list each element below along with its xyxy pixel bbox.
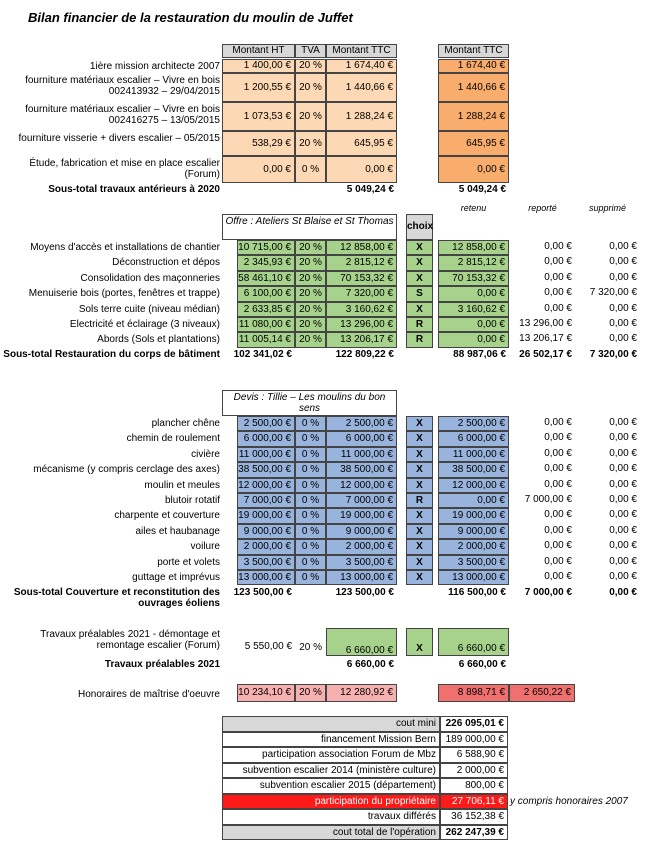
sec2-row-choix: R — [406, 332, 433, 347]
sec3-row-ht: 7 000,00 € — [237, 493, 295, 508]
sec1-row-label: fourniture matériaux escalier – Vivre en bois 002413932 – 29/04/2015 — [25, 75, 220, 97]
sec2-subtotal-label: Sous-total Restauration du corps de bâtiment — [3, 349, 220, 360]
sec2-row-label: Electricité et éclairage (3 niveaux) — [69, 319, 220, 330]
sec3-row-supprime: 0,00 € — [609, 571, 637, 582]
sec2-subtotal-retenu: 88 987,06 € — [453, 349, 506, 360]
sec3-row-choix: X — [406, 508, 433, 523]
sec3-row-supprime: 0,00 € — [609, 478, 637, 490]
sec3-subtotal-label: Sous-total Couverture et reconstitution des ouvrages éoliens — [13, 587, 220, 609]
sec3-row-tva: 0 % — [295, 447, 326, 462]
sec3-row-supprime: 0,00 € — [609, 417, 637, 428]
sec3-row-choix: X — [406, 462, 433, 477]
sec3-subtotal-ht: 123 500,00 € — [233, 587, 292, 598]
sec3-row-ttc: 2 000,00 € — [326, 539, 397, 554]
sec1-row-ht: 1 200,55 € — [222, 73, 295, 102]
page-title: Bilan financier de la restauration du moulin de Juffet — [28, 10, 353, 25]
sec3-row-ht: 2 500,00 € — [237, 416, 295, 431]
summary-row-label: cout total de l'opération — [222, 825, 440, 841]
sec4-retenu: 6 660,00 € — [438, 628, 509, 656]
sec2-row-supprime: 0,00 € — [609, 302, 637, 314]
sec2-row-choix: X — [406, 271, 433, 286]
sec5-reporte: 2 650,22 € — [509, 684, 575, 702]
sec1-row-ttc: 645,95 € — [326, 131, 397, 156]
sec2-row-ttc: 70 153,32 € — [326, 271, 397, 286]
sec3-row-supprime: 0,00 € — [609, 555, 637, 567]
sec1-row-label: fourniture matériaux escalier – Vivre en bois 002416275 – 13/05/2015 — [25, 104, 220, 126]
sec1-row-ttc-retenu: 1 440,66 € — [438, 73, 509, 102]
sec3-row-ttc: 3 500,00 € — [326, 555, 397, 570]
summary-row-label: subvention escalier 2014 (ministère culture) — [222, 763, 440, 779]
sec3-row-retenu: 6 000,00 € — [438, 431, 509, 446]
sec3-row-ht: 12 000,00 € — [237, 478, 295, 493]
summary-row-value: 6 588,90 € — [440, 747, 508, 763]
sec2-row-choix: X — [406, 240, 433, 255]
sec3-row-reporte: 7 000,00 € — [524, 494, 572, 505]
sec2-row-tva: 20 % — [295, 332, 326, 347]
sec4-ttc: 6 660,00 € — [326, 628, 397, 656]
sec3-row-retenu: 19 000,00 € — [438, 508, 509, 523]
sec1-row-label: 1ière mission architecte 2007 — [89, 61, 220, 72]
summary-note: y compris honoraires 2007 — [510, 796, 628, 807]
sec3-row-supprime: 0,00 € — [609, 540, 637, 552]
sec2-row-label: Abords (Sols et plantations) — [97, 334, 220, 346]
sec2-row-tva: 20 % — [295, 286, 326, 301]
sec3-subtotal-reporte: 7 000,00 € — [524, 587, 572, 598]
sec1-row-ht: 1 073,53 € — [222, 102, 295, 131]
sec3-row-ht: 9 000,00 € — [237, 524, 295, 539]
sec3-row-label: ailes et haubanage — [135, 525, 220, 537]
colhead-supprime: supprimé — [588, 203, 626, 213]
sec4-tva: 20 % — [299, 642, 322, 653]
sec1-row-tva: 20 % — [295, 73, 326, 102]
colhead-reporte: reporté — [528, 203, 557, 213]
sec4-choix: X — [406, 628, 433, 656]
sec2-row-reporte: 13 296,00 € — [519, 318, 572, 329]
sec3-row-tva: 0 % — [295, 570, 326, 585]
sec2-row-reporte: 0,00 € — [544, 256, 572, 268]
sec3-row-reporte: 0,00 € — [544, 478, 572, 490]
sec2-row-ht: 2 633,85 € — [237, 302, 295, 317]
sec5-label: Honoraires de maîtrise d'oeuvre — [78, 689, 220, 700]
summary-row-value: 189 000,00 € — [440, 732, 508, 748]
sec3-row-label: guttage et imprévus — [132, 572, 220, 583]
sec2-row-ttc: 12 858,00 € — [326, 240, 397, 255]
sec3-row-retenu: 9 000,00 € — [438, 524, 509, 539]
sec2-subtotal-supprime: 7 320,00 € — [589, 349, 637, 360]
sec3-row-tva: 0 % — [295, 431, 326, 446]
sec2-row-reporte: 13 206,17 € — [519, 333, 572, 345]
sec1-row-label: fourniture visserie + divers escalier – 05/2015 — [18, 133, 220, 144]
sec1-row-ttc-retenu: 1 288,24 € — [438, 102, 509, 131]
sec3-row-retenu: 11 000,00 € — [438, 447, 509, 462]
sec3-row-choix: X — [406, 431, 433, 446]
sec3-row-reporte: 0,00 € — [544, 463, 572, 475]
sec3-row-choix: R — [406, 493, 433, 508]
sec1-row-ttc-retenu: 1 674,40 € — [438, 59, 509, 73]
sec1-subtotal-ttc: 5 049,24 € — [346, 184, 394, 195]
sec3-row-supprime: 0,00 € — [609, 494, 637, 505]
sec3-row-tva: 0 % — [295, 555, 326, 570]
sec2-row-ht: 11 005,14 € — [237, 332, 295, 347]
summary-row-label: participation du propriétaire — [222, 794, 440, 810]
sec3-row-retenu: 2 500,00 € — [438, 416, 509, 431]
sec1-row-ht: 538,29 € — [222, 131, 295, 156]
sec3-row-ttc: 38 500,00 € — [326, 462, 397, 477]
sec3-row-retenu: 38 500,00 € — [438, 462, 509, 477]
sec2-row-supprime: 0,00 € — [609, 256, 637, 268]
sec3-row-tva: 0 % — [295, 462, 326, 477]
sec2-row-ht: 11 080,00 € — [237, 317, 295, 332]
sec3-row-label: moulin et meules — [144, 479, 220, 491]
sec3-row-reporte: 0,00 € — [544, 571, 572, 582]
colhead-retenu: retenu — [460, 203, 487, 213]
summary-row-label: travaux différés — [222, 809, 440, 825]
sec3-row-ht: 6 000,00 € — [237, 431, 295, 446]
summary-row-label: participation association Forum de Mbz — [222, 747, 440, 763]
sec2-row-retenu: 0,00 € — [438, 332, 509, 347]
sec3-row-supprime: 0,00 € — [609, 463, 637, 475]
sec3-row-supprime: 0,00 € — [609, 432, 637, 444]
sec2-row-choix: R — [406, 317, 433, 332]
sec3-row-choix: X — [406, 447, 433, 462]
sec3-row-tva: 0 % — [295, 539, 326, 554]
sec2-row-choix: X — [406, 302, 433, 317]
sec2-row-tva: 20 % — [295, 317, 326, 332]
sec3-row-choix: X — [406, 539, 433, 554]
sec2-row-ht: 10 715,00 € — [237, 240, 295, 255]
summary-row-label: cout mini — [222, 716, 440, 732]
sec3-row-ttc: 13 000,00 € — [326, 570, 397, 585]
sec3-row-tva: 0 % — [295, 493, 326, 508]
sec3-row-tva: 0 % — [295, 524, 326, 539]
sec3-row-ttc: 9 000,00 € — [326, 524, 397, 539]
sec2-row-ttc: 13 296,00 € — [326, 317, 397, 332]
sec1-row-tva: 20 % — [295, 131, 326, 156]
sec3-row-ttc: 12 000,00 € — [326, 478, 397, 493]
sec4-subtotal-retenu: 6 660,00 € — [458, 659, 506, 670]
sec1-row-ht: 0,00 € — [222, 156, 295, 183]
sec3-row-retenu: 0,00 € — [438, 493, 509, 508]
sec3-subtotal-ttc: 123 500,00 € — [335, 587, 394, 598]
sec2-row-label: Déconstruction et dépos — [112, 257, 220, 269]
sec4-subtotal-label: Travaux préalables 2021 — [104, 659, 220, 670]
sec3-row-label: chemin de roulement — [126, 433, 220, 445]
sec3-row-retenu: 3 500,00 € — [438, 555, 509, 570]
sec3-row-reporte: 0,00 € — [544, 540, 572, 552]
summary-row-value: 2 000,00 € — [440, 763, 508, 779]
header-ttc: Montant TTC — [326, 44, 397, 58]
summary-row-value: 262 247,39 € — [440, 825, 508, 841]
sec2-row-label: Moyens d'accès et installations de chantier — [30, 242, 220, 253]
sec2-row-retenu: 0,00 € — [438, 317, 509, 332]
sec3-row-ttc: 6 000,00 € — [326, 431, 397, 446]
sec2-choix-header: choix — [406, 214, 433, 240]
sec1-row-ttc: 1 440,66 € — [326, 73, 397, 102]
sec3-row-ht: 19 000,00 € — [237, 508, 295, 523]
summary-row-value: 226 095,01 € — [440, 716, 508, 732]
sec1-row-label: Étude, fabrication et mise en place escalier (Forum) — [29, 158, 220, 180]
sec3-row-reporte: 0,00 € — [544, 447, 572, 459]
sec5-ttc: 12 280,92 € — [326, 684, 397, 702]
sec2-row-retenu: 2 815,12 € — [438, 255, 509, 270]
sec3-row-reporte: 0,00 € — [544, 524, 572, 536]
sec2-row-supprime: 0,00 € — [609, 333, 637, 345]
summary-row-value: 36 152,38 € — [440, 809, 508, 825]
sec3-offer-header: Devis : Tillie – Les moulins du bon sens — [222, 390, 397, 416]
sec2-row-retenu: 12 858,00 € — [438, 240, 509, 255]
sec2-row-retenu: 70 153,32 € — [438, 271, 509, 286]
sec2-row-choix: X — [406, 255, 433, 270]
sec2-row-label: Sols terre cuite (niveau médian) — [78, 303, 220, 315]
sec3-row-label: voilure — [190, 541, 220, 553]
sec3-row-choix: X — [406, 416, 433, 431]
sec4-ht: 5 550,00 € — [244, 641, 292, 652]
sec2-offer-header: Offre : Ateliers St Blaise et St Thomas — [222, 214, 397, 240]
sec2-row-ht: 6 100,00 € — [237, 286, 295, 301]
sec2-row-supprime: 0,00 € — [609, 241, 637, 252]
sec3-row-tva: 0 % — [295, 508, 326, 523]
sec1-row-ttc: 1 674,40 € — [326, 59, 397, 73]
sec2-subtotal-ttc: 122 809,22 € — [335, 349, 394, 360]
sec2-row-reporte: 0,00 € — [544, 302, 572, 314]
sec2-row-tva: 20 % — [295, 255, 326, 270]
sec2-row-label: Consolidation des maçonneries — [80, 272, 220, 284]
sec3-row-ht: 13 000,00 € — [237, 570, 295, 585]
sec3-row-retenu: 12 000,00 € — [438, 478, 509, 493]
sec3-row-ttc: 2 500,00 € — [326, 416, 397, 431]
summary-row-label: financement Mission Bern — [222, 732, 440, 748]
sec3-row-label: mécanisme (y compris cerclage des axes) — [33, 464, 220, 476]
sec1-row-ttc-retenu: 0,00 € — [438, 156, 509, 183]
sec2-row-supprime: 0,00 € — [609, 271, 637, 283]
sec3-row-ht: 11 000,00 € — [237, 447, 295, 462]
sec4-subtotal-ttc: 6 660,00 € — [346, 659, 394, 670]
sec3-row-ht: 38 500,00 € — [237, 462, 295, 477]
sec2-row-reporte: 0,00 € — [544, 287, 572, 299]
sec3-row-choix: X — [406, 555, 433, 570]
sec2-row-ttc: 13 206,17 € — [326, 332, 397, 347]
sec3-row-label: plancher chêne — [151, 418, 220, 429]
sec1-row-tva: 0 % — [295, 156, 326, 183]
sec2-row-reporte: 0,00 € — [544, 241, 572, 252]
sec3-row-choix: X — [406, 478, 433, 493]
sec3-row-reporte: 0,00 € — [544, 417, 572, 428]
sec5-retenu: 8 898,71 € — [438, 684, 509, 702]
header-ttc-retenu: Montant TTC — [438, 44, 509, 58]
sec3-row-supprime: 0,00 € — [609, 447, 637, 459]
sec2-row-tva: 20 % — [295, 302, 326, 317]
sec3-row-choix: X — [406, 570, 433, 585]
sec2-row-ttc: 2 815,12 € — [326, 255, 397, 270]
sec2-row-supprime: 7 320,00 € — [589, 287, 637, 299]
sec2-subtotal-ht: 102 341,02 € — [233, 349, 292, 360]
sec2-row-ttc: 7 320,00 € — [326, 286, 397, 301]
sec1-row-tva: 20 % — [295, 59, 326, 73]
summary-row-label: subvention escalier 2015 (département) — [222, 778, 440, 794]
sec5-tva: 20 % — [295, 684, 326, 702]
sec3-row-supprime: 0,00 € — [609, 509, 637, 521]
header-ht: Montant HT — [222, 44, 295, 58]
sec3-row-ttc: 19 000,00 € — [326, 508, 397, 523]
sec2-row-ht: 58 461,10 € — [237, 271, 295, 286]
sec2-row-tva: 20 % — [295, 240, 326, 255]
sec3-subtotal-supprime: 0,00 € — [609, 587, 637, 598]
summary-row-value: 800,00 € — [440, 778, 508, 794]
sec3-row-retenu: 13 000,00 € — [438, 570, 509, 585]
sec4-label: Travaux préalables 2021 - démontage et remontage escalier (Forum) — [40, 629, 220, 651]
sec3-row-label: civière — [191, 448, 220, 460]
sec2-row-choix: S — [406, 286, 433, 301]
sec2-row-reporte: 0,00 € — [544, 271, 572, 283]
sec1-subtotal-retenu: 5 049,24 € — [458, 184, 506, 195]
sec3-row-ht: 3 500,00 € — [237, 555, 295, 570]
sec2-row-tva: 20 % — [295, 271, 326, 286]
sec1-row-ttc-retenu: 645,95 € — [438, 131, 509, 156]
sec1-row-ht: 1 400,00 € — [222, 59, 295, 73]
sec3-subtotal-retenu: 116 500,00 € — [448, 587, 506, 598]
sec1-subtotal-label: Sous-total travaux antérieurs à 2020 — [48, 184, 220, 195]
sec2-row-supprime: 0,00 € — [609, 318, 637, 329]
sec3-row-ttc: 11 000,00 € — [326, 447, 397, 462]
sec2-row-retenu: 3 160,62 € — [438, 302, 509, 317]
sec3-row-reporte: 0,00 € — [544, 555, 572, 567]
sec3-row-label: porte et volets — [157, 556, 220, 568]
sec5-ht: 10 234,10 € — [237, 684, 295, 702]
sec1-row-ttc: 0,00 € — [326, 156, 397, 183]
sec3-row-retenu: 2 000,00 € — [438, 539, 509, 554]
sec2-row-label: Menuiserie bois (portes, fenêtres et trappe) — [28, 288, 220, 300]
sec1-row-ttc: 1 288,24 € — [326, 102, 397, 131]
sec3-row-reporte: 0,00 € — [544, 509, 572, 521]
sec3-row-tva: 0 % — [295, 478, 326, 493]
sec3-row-choix: X — [406, 524, 433, 539]
sec3-row-reporte: 0,00 € — [544, 432, 572, 444]
sec1-row-tva: 20 % — [295, 102, 326, 131]
sec3-row-tva: 0 % — [295, 416, 326, 431]
sec2-row-retenu: 0,00 € — [438, 286, 509, 301]
sec3-row-label: charpente et couverture — [114, 510, 220, 522]
sec3-row-supprime: 0,00 € — [609, 524, 637, 536]
sec2-subtotal-reporte: 26 502,17 € — [519, 349, 572, 360]
sec3-row-ttc: 7 000,00 € — [326, 493, 397, 508]
sec2-row-ttc: 3 160,62 € — [326, 302, 397, 317]
sec3-row-label: blutoir rotatif — [164, 495, 220, 506]
sec2-row-ht: 2 345,93 € — [237, 255, 295, 270]
sec3-row-ht: 2 000,00 € — [237, 539, 295, 554]
header-tva: TVA — [295, 44, 326, 58]
summary-row-value: 27 706,11 € — [440, 794, 508, 810]
